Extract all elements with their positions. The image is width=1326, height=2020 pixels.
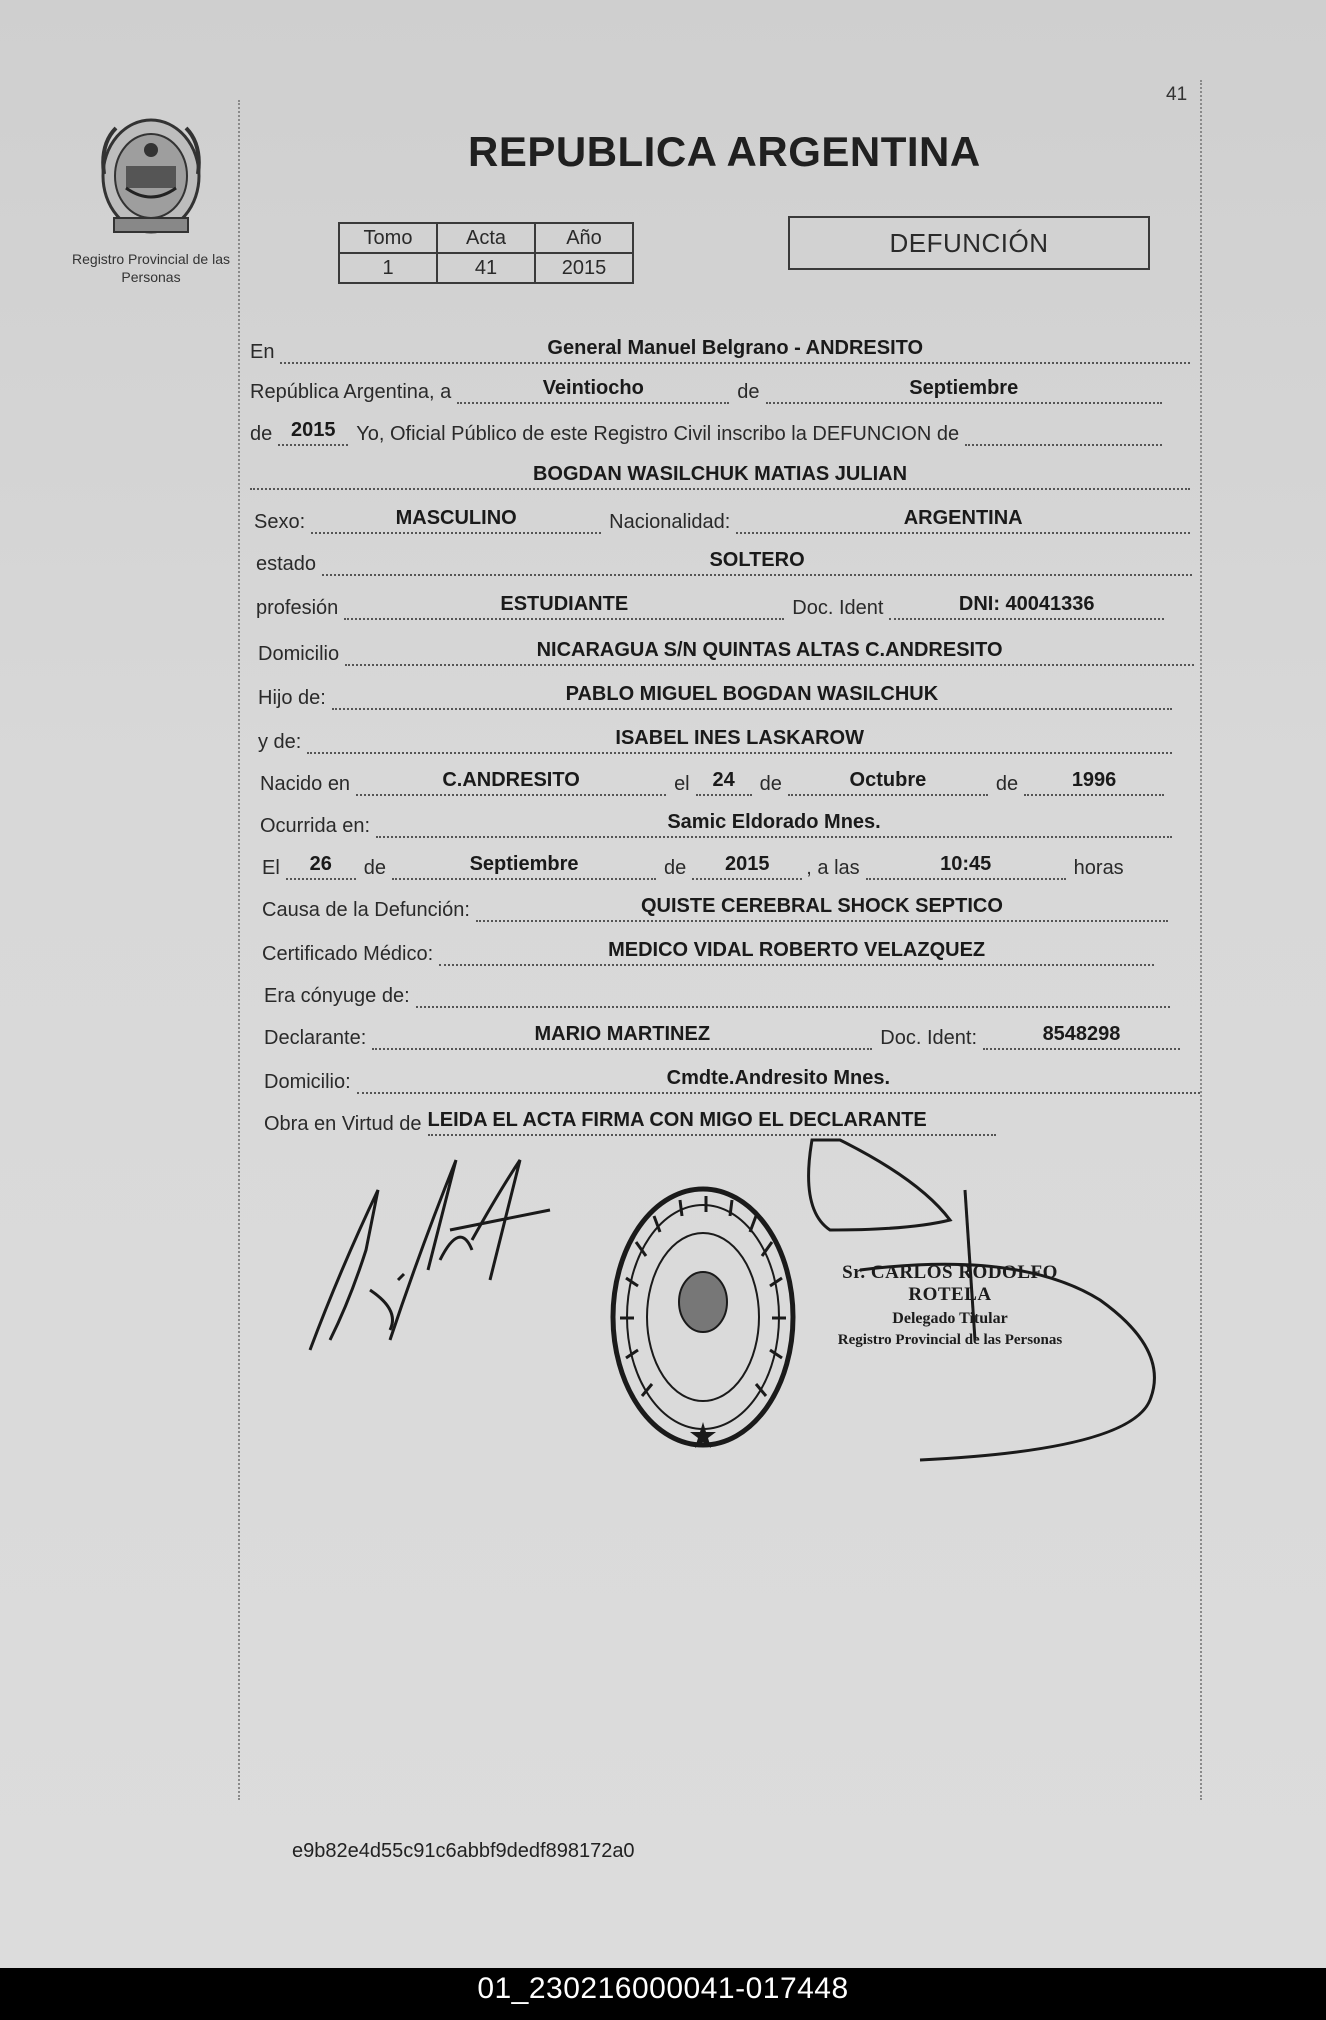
cause-label: Causa de la Defunción:: [262, 899, 470, 921]
cause-field: QUISTE CEREBRAL SHOCK SEPTICO: [476, 894, 1168, 922]
mother-field: ISABEL INES LASKAROW: [307, 726, 1172, 754]
born-year-field: 1996: [1024, 768, 1164, 796]
sex-field: MASCULINO: [311, 506, 601, 534]
time-label: , a las: [806, 857, 860, 879]
sex-label: Sexo:: [254, 511, 306, 533]
date-row: [250, 374, 1170, 404]
virtue-field: LEIDA EL ACTA FIRMA CON MIGO EL DECLARANTE: [428, 1108, 996, 1136]
domicile-row: [258, 636, 1202, 666]
father-field: PABLO MIGUEL BOGDAN WASILCHUK: [332, 682, 1172, 710]
place-label: En: [250, 341, 275, 363]
acta-header-acta: Acta: [437, 223, 535, 253]
official-round-stamp: [606, 1182, 800, 1452]
domicile-label: Domicilio: [258, 643, 340, 665]
profession-row: [256, 590, 1172, 620]
year-field: 2015: [278, 418, 348, 446]
doc-label: Doc. Ident: [792, 597, 884, 619]
death-de-label: de: [363, 857, 387, 879]
document-hash: e9b82e4d55c91c6abbf9dedf898172a0: [292, 1840, 635, 1862]
declarant-label: Declarante:: [264, 1027, 367, 1049]
certificate-label: Certificado Médico:: [262, 943, 434, 965]
right-margin-line: [1200, 80, 1202, 1800]
born-label: Nacido en: [260, 773, 351, 795]
acta-header-tomo: Tomo: [339, 223, 437, 253]
page-title: REPUBLICA ARGENTINA: [468, 128, 981, 175]
sex-nationality-row: [254, 504, 1198, 534]
declarant-domicile-row: [264, 1064, 1208, 1094]
death-date-row: [262, 850, 1192, 880]
father-row: [258, 680, 1180, 710]
time-field: 10:45: [866, 852, 1066, 880]
year-label: de: [250, 423, 273, 445]
occurred-row: [260, 808, 1180, 838]
virtue-label: Obra en Virtud de: [264, 1113, 422, 1135]
document-reference: 01_230216000041-017448: [477, 1972, 849, 2005]
de-label: de: [737, 381, 760, 403]
born-de-label: de: [759, 773, 782, 795]
officer-name: Sr. CARLOS RODOLFO ROTELA: [842, 1262, 1058, 1305]
spouse-label: Era cónyuge de:: [264, 985, 410, 1007]
statement-text: Yo, Oficial Público de este Registro Civil inscribo la DEFUNCION de: [356, 423, 960, 445]
place-field: General Manuel Belgrano - ANDRESITO: [280, 336, 1190, 364]
officer-stamp: [800, 1262, 1100, 1349]
profession-label: profesión: [256, 597, 339, 619]
declarant-domicile-label: Domicilio:: [264, 1071, 351, 1093]
left-margin-line: [238, 100, 240, 1800]
record-type-box: DEFUNCIÓN: [788, 216, 1150, 270]
declarant-doc-label: Doc. Ident:: [880, 1027, 977, 1049]
born-el-label: el: [674, 773, 690, 795]
born-day-field: 24: [696, 768, 752, 796]
mother-row: [258, 724, 1180, 754]
officer-org: Registro Provincial de las Personas: [837, 1332, 1063, 1348]
spouse-field: [416, 1004, 1170, 1008]
declarant-domicile-field: Cmdte.Andresito Mnes.: [357, 1066, 1200, 1094]
domicile-field: NICARAGUA S/N QUINTAS ALTAS C.ANDRESITO: [345, 638, 1194, 666]
declarant-signature: [300, 1150, 570, 1370]
hours-label: horas: [1073, 857, 1124, 879]
acta-header-ano: Año: [535, 223, 633, 253]
death-day-field: 26: [286, 852, 356, 880]
declarant-doc-field: 8548298: [983, 1022, 1180, 1050]
country-label: República Argentina, a: [250, 381, 452, 403]
declarant-row: [264, 1020, 1188, 1050]
registry-name: Registro Provincial de las Personas: [72, 251, 230, 285]
acta-value-ano: 2015: [535, 253, 633, 283]
death-el-label: El: [262, 857, 280, 879]
certificate-row: [262, 936, 1162, 966]
place-row: [250, 334, 1198, 364]
nationality-label: Nacionalidad:: [609, 511, 731, 533]
day-field: Veintiocho: [457, 376, 729, 404]
month-field: Septiembre: [766, 376, 1163, 404]
death-year-field: 2015: [692, 852, 802, 880]
acta-table-value-row: [339, 253, 633, 283]
profession-field: ESTUDIANTE: [344, 592, 784, 620]
statement-row: [250, 416, 1170, 446]
acta-value-tomo: 1: [339, 253, 437, 283]
provincial-seal-icon: [96, 114, 206, 240]
page-number: 41: [1166, 84, 1188, 105]
acta-table: [338, 222, 634, 284]
civil-status-label: estado: [256, 553, 317, 575]
civil-status-row: [256, 546, 1200, 576]
deceased-name-field: BOGDAN WASILCHUK MATIAS JULIAN: [250, 462, 1190, 490]
nationality-field: ARGENTINA: [736, 506, 1190, 534]
doc-field: DNI: 40041336: [889, 592, 1164, 620]
acta-value-acta: 41: [437, 253, 535, 283]
born-place-field: C.ANDRESITO: [356, 768, 666, 796]
father-label: Hijo de:: [258, 687, 326, 709]
birth-row: [260, 766, 1172, 796]
acta-table-header-row: [339, 223, 633, 253]
born-month-field: Octubre: [788, 768, 988, 796]
civil-status-field: SOLTERO: [322, 548, 1192, 576]
deceased-row: [250, 460, 1198, 490]
born-de2-label: de: [995, 773, 1019, 795]
occurred-field: Samic Eldorado Mnes.: [376, 810, 1172, 838]
occurred-label: Ocurrida en:: [260, 815, 371, 837]
statement-tail-field: [965, 442, 1162, 446]
mother-label: y de:: [258, 731, 302, 753]
declarant-field: MARIO MARTINEZ: [372, 1022, 872, 1050]
death-month-field: Septiembre: [392, 852, 656, 880]
cause-row: [262, 892, 1176, 922]
certificate-field: MEDICO VIDAL ROBERTO VELAZQUEZ: [439, 938, 1154, 966]
spouse-row: [264, 978, 1178, 1008]
death-de2-label: de: [664, 857, 687, 879]
officer-role: Delegado Titular: [892, 1310, 1008, 1327]
